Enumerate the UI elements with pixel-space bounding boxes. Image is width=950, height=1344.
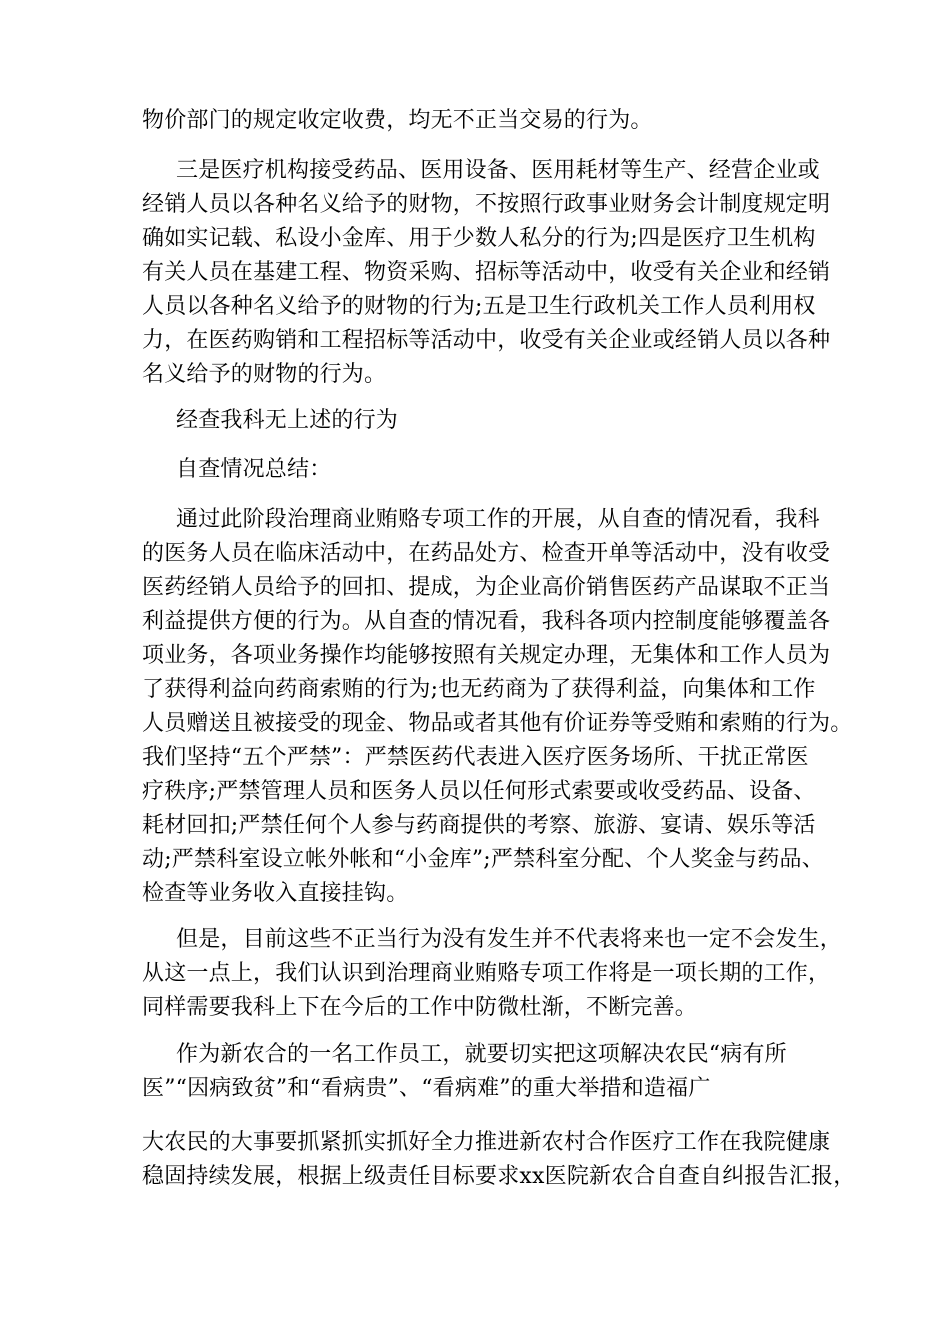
text-line: 的医务人员在临床活动中，在药品处方、检查开单等活动中，没有收受 <box>142 541 831 566</box>
text-line: 稳固持续发展，根据上级责任目标要求xx医院新农合自查自纠报告汇报， <box>142 1164 856 1189</box>
text-line: 医药经销人员给予的回扣、提成，为企业高价销售医药产品谋取不正当 <box>142 575 831 600</box>
text-line: 物价部门的规定收定收费，均无不正当交易的行为。 <box>142 108 653 133</box>
text-line: 利益提供方便的行为。从自查的情况看，我科各项内控制度能够覆盖各 <box>142 609 831 634</box>
text-line: 三是医疗机构接受药品、医用设备、医用耗材等生产、经营企业或 <box>176 158 820 183</box>
text-line: 作为新农合的一名工作员工，就要切实把这项解决农民“病有所 <box>176 1042 787 1067</box>
text-line: 医”“因病致贫”和“看病贵”、“看病难”的重大举措和造福广 <box>142 1076 711 1101</box>
text-line: 检查等业务收入直接挂钩。 <box>142 881 409 906</box>
text-line: 同样需要我科上下在今后的工作中防微杜渐，不断完善。 <box>142 995 698 1020</box>
text-line: 疗秩序;严禁管理人员和医务人员以任何形式索要或收受药品、设备、 <box>142 779 816 804</box>
text-line: 通过此阶段治理商业贿赂专项工作的开展，从自查的情况看，我科 <box>176 507 820 532</box>
text-line: 有关人员在基建工程、物资采购、招标等活动中，收受有关企业和经销 <box>142 260 831 285</box>
text-line: 但是，目前这些不正当行为没有发生并不代表将来也一定不会发生， <box>176 927 843 952</box>
text-line: 项业务，各项业务操作均能够按照有关规定办理，无集体和工作人员为 <box>142 643 831 668</box>
text-line: 大农民的大事要抓紧抓实抓好全力推进新农村合作医疗工作在我院健康 <box>142 1130 831 1155</box>
text-line: 动;严禁科室设立帐外帐和“小金库”;严禁科室分配、个人奖金与药品、 <box>142 847 824 872</box>
text-line: 力，在医药购销和工程招标等活动中，收受有关企业或经销人员以各种 <box>142 328 831 353</box>
text-line: 从这一点上，我们认识到治理商业贿赂专项工作将是一项长期的工作， <box>142 961 831 986</box>
text-line: 经查我科无上述的行为 <box>176 408 399 433</box>
text-line: 人员赠送且被接受的现金、物品或者其他有价证券等受贿和索贿的行为。 <box>142 711 853 736</box>
text-line: 确如实记载、私设小金库、用于少数人私分的行为;四是医疗卫生机构 <box>142 226 816 251</box>
text-line: 名义给予的财物的行为。 <box>142 362 387 387</box>
text-line: 了获得利益向药商索贿的行为;也无药商为了获得利益，向集体和工作 <box>142 677 816 702</box>
text-line: 我们坚持“五个严禁”：严禁医药代表进入医疗医务场所、干扰正常医 <box>142 745 809 770</box>
section-heading: 自查情况总结： <box>176 457 332 482</box>
text-line: 人员以各种名义给予的财物的行为;五是卫生行政机关工作人员利用权 <box>142 294 816 319</box>
text-line: 耗材回扣;严禁任何个人参与药商提供的考察、旅游、宴请、娱乐等活 <box>142 813 816 838</box>
text-line: 经销人员以各种名义给予的财物，不按照行政事业财务会计制度规定明 <box>142 192 831 217</box>
